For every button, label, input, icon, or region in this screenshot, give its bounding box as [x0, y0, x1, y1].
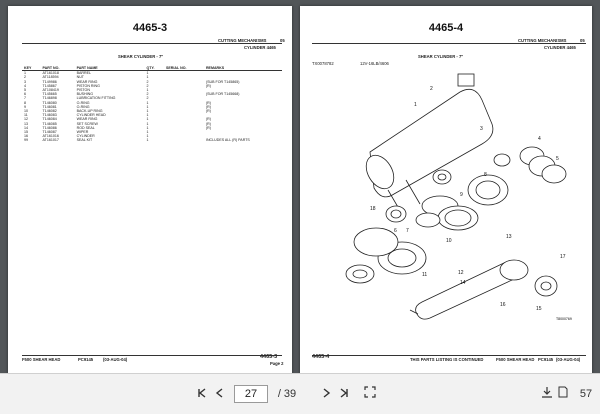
footer-code: PC9145: [538, 357, 554, 362]
table-cell: T146081: [42, 104, 57, 109]
table-cell: 1: [146, 121, 149, 126]
table-cell: PISTON: [76, 88, 90, 93]
footer-code: PC9145: [78, 357, 94, 362]
table-cell: 4: [24, 83, 26, 88]
footer-continued-note: THIS PARTS LISTING IS CONTINUED: [410, 357, 484, 362]
page-title: 4465-3: [132, 22, 168, 34]
table-cell: 16: [24, 134, 28, 139]
footer-date: (03-AUG-04): [103, 357, 128, 362]
callout-number: 16: [500, 302, 506, 308]
table-cell: AT161018: [42, 71, 59, 76]
header-divider: [22, 43, 282, 44]
table-cell: SET SCREW: [76, 121, 98, 126]
footer-left-text: F500 SHEAR HEAD: [22, 357, 61, 362]
column-header: PART NO.: [41, 66, 75, 71]
parts-table: [22, 66, 282, 143]
page-total: / 39: [277, 388, 297, 400]
table-cell: T149986: [42, 79, 57, 84]
table-cell: 10: [24, 109, 28, 114]
table-cell: 13: [24, 121, 28, 126]
header-subtitle: CYLINDER 4465: [244, 45, 276, 50]
section-title: SHEAR CYLINDER - 7": [418, 54, 464, 59]
table-cell: (R): [205, 125, 211, 130]
document-icon[interactable]: [556, 385, 570, 403]
callout-number: 9: [460, 192, 463, 198]
table-cell: 1: [146, 113, 149, 118]
table-cell: WEAR RING: [76, 117, 98, 122]
table-cell: T146085: [42, 121, 57, 126]
table-cell: WIPER: [76, 130, 89, 135]
table-cell: (R): [205, 104, 211, 109]
callout-number: 7: [406, 228, 409, 234]
callout-number: 5: [556, 156, 559, 162]
callout-number: 1: [414, 102, 417, 108]
table-cell: CYLINDER: [76, 134, 95, 139]
callout-number: 12: [458, 270, 464, 276]
header-subtitle: CYLINDER 4465: [544, 45, 576, 50]
table-row: [22, 138, 282, 142]
download-icon[interactable]: [540, 385, 554, 403]
exploded-parts-diagram: [310, 62, 582, 322]
footer-date: (03-AUG-04): [556, 357, 581, 362]
callout-number: 8: [484, 172, 487, 178]
table-cell: T145867: [42, 83, 57, 88]
last-page-icon[interactable]: [338, 385, 350, 403]
table-cell: 1: [146, 88, 149, 93]
table-cell: AT161016: [42, 134, 59, 139]
table-cell: 1: [146, 100, 149, 105]
header-code: 05: [580, 38, 585, 43]
table-cell: BUSHING: [76, 92, 93, 97]
table-cell: [164, 138, 204, 142]
table-cell: NUT: [76, 75, 84, 80]
table-cell: 12: [24, 117, 28, 122]
callout-number: 18: [370, 206, 376, 212]
column-header: REMARKS: [204, 66, 282, 71]
column-header: KEY: [22, 66, 41, 71]
table-cell: 1: [146, 134, 149, 139]
footer-divider: [312, 355, 586, 356]
footer-page-sub: Page 2: [270, 361, 284, 366]
table-cell: 1: [146, 104, 149, 109]
column-header: PART NAME: [75, 66, 145, 71]
table-cell: (SUB FOR T145668): [205, 92, 240, 97]
table-cell: 1: [146, 71, 149, 76]
callout-number: 3: [480, 126, 483, 132]
table-cell: PISTON RING: [76, 83, 100, 88]
table-cell: T146087: [42, 130, 57, 135]
right-page: [300, 6, 592, 374]
left-page: [8, 6, 292, 374]
table-cell: 6: [24, 92, 26, 97]
table-cell: T146080: [42, 100, 57, 105]
fullscreen-icon[interactable]: [362, 385, 378, 403]
table-cell: 15: [24, 130, 28, 135]
table-cell: 2: [146, 96, 149, 101]
table-cell: 2: [146, 79, 149, 84]
table-cell: BACK-UP RING: [76, 109, 103, 114]
figure-note: TX0078782: [312, 61, 334, 66]
edge-number: 57: [579, 388, 593, 400]
header-section: CUTTING MECHANISMS: [218, 38, 267, 43]
callout-number: 11: [422, 272, 428, 278]
table-cell: 3: [24, 79, 26, 84]
table-cell: 2: [146, 92, 149, 97]
table-cell: CYLINDER HEAD: [76, 113, 106, 118]
callout-number: 13: [506, 234, 512, 240]
table-cell: T145665: [42, 92, 57, 97]
table-cell: T146898: [42, 96, 57, 101]
table-cell: (R): [205, 109, 211, 114]
first-page-icon[interactable]: [196, 385, 208, 403]
callout-number: 17: [560, 254, 566, 260]
callout-number: 15: [536, 306, 542, 312]
table-cell: 1: [146, 130, 149, 135]
table-cell: 1: [146, 138, 149, 143]
viewer-toolbar: [0, 373, 600, 414]
table-cell: 99: [24, 138, 28, 143]
table-cell: WEAR RING: [76, 79, 98, 84]
table-cell: T146083: [42, 113, 57, 118]
footer-page-number: 4465-3: [260, 354, 278, 360]
table-cell: 11: [24, 113, 28, 118]
previous-page-icon[interactable]: [214, 385, 226, 403]
table-cell: 1: [146, 125, 149, 130]
table-cell: O-RING: [76, 104, 90, 109]
footer-right-text: F500 SHEAR HEAD: [496, 357, 535, 362]
footer-divider: [22, 355, 282, 356]
table-cell: O-RING: [76, 100, 90, 105]
figure-image-code: T8000769: [556, 317, 572, 321]
table-cell: (R): [205, 83, 211, 88]
table-cell: (R): [205, 100, 211, 105]
table-cell: SEAL KIT: [76, 138, 93, 143]
section-title: SHEAR CYLINDER - 7": [118, 54, 164, 59]
table-cell: 1: [24, 71, 26, 76]
table-cell: (SUB FOR T145865): [205, 79, 240, 84]
table-cell: 2: [24, 75, 26, 80]
column-header: QTY.: [144, 66, 164, 71]
table-cell: (R): [205, 121, 211, 126]
table-cell: LUBRICATION FITTING: [76, 96, 116, 101]
table-cell: 7: [24, 96, 26, 101]
table-cell: INCLUDES ALL (R) PARTS: [205, 138, 250, 143]
figure-note-code: 12V-16LB/4606: [360, 61, 389, 66]
table-cell: 1: [146, 75, 149, 80]
table-cell: 14: [24, 125, 28, 130]
table-cell: T146084: [42, 117, 57, 122]
next-page-icon[interactable]: [320, 385, 332, 403]
page-number-input[interactable]: 27: [234, 385, 268, 403]
callout-number: 2: [430, 86, 433, 92]
callout-number: 6: [394, 228, 397, 234]
table-cell: 2: [146, 83, 149, 88]
page-title: 4465-4: [428, 22, 464, 34]
table-cell: ROD SEAL: [76, 125, 95, 130]
callout-number: 4: [538, 136, 541, 142]
table-cell: T146086: [42, 125, 57, 130]
callout-number: 14: [460, 280, 466, 286]
table-cell: 8: [24, 100, 26, 105]
table-cell: 9: [24, 104, 26, 109]
table-cell: 1: [146, 117, 149, 122]
table-cell: AT118594: [42, 75, 59, 80]
column-header: SERIAL NO.: [164, 66, 204, 71]
table-cell: AT108419: [42, 88, 59, 93]
table-cell: (R): [205, 117, 211, 122]
table-cell: 5: [24, 88, 26, 93]
table-cell: 1: [146, 109, 149, 114]
table-cell: AT161017: [42, 138, 59, 143]
callout-number: 10: [446, 238, 452, 244]
header-code: 05: [280, 38, 285, 43]
table-cell: BARREL: [76, 71, 91, 76]
footer-page-number: 4465-4: [312, 354, 330, 360]
table-cell: T146082: [42, 109, 57, 114]
header-divider: [312, 43, 586, 44]
header-section: CUTTING MECHANISMS: [518, 38, 567, 43]
